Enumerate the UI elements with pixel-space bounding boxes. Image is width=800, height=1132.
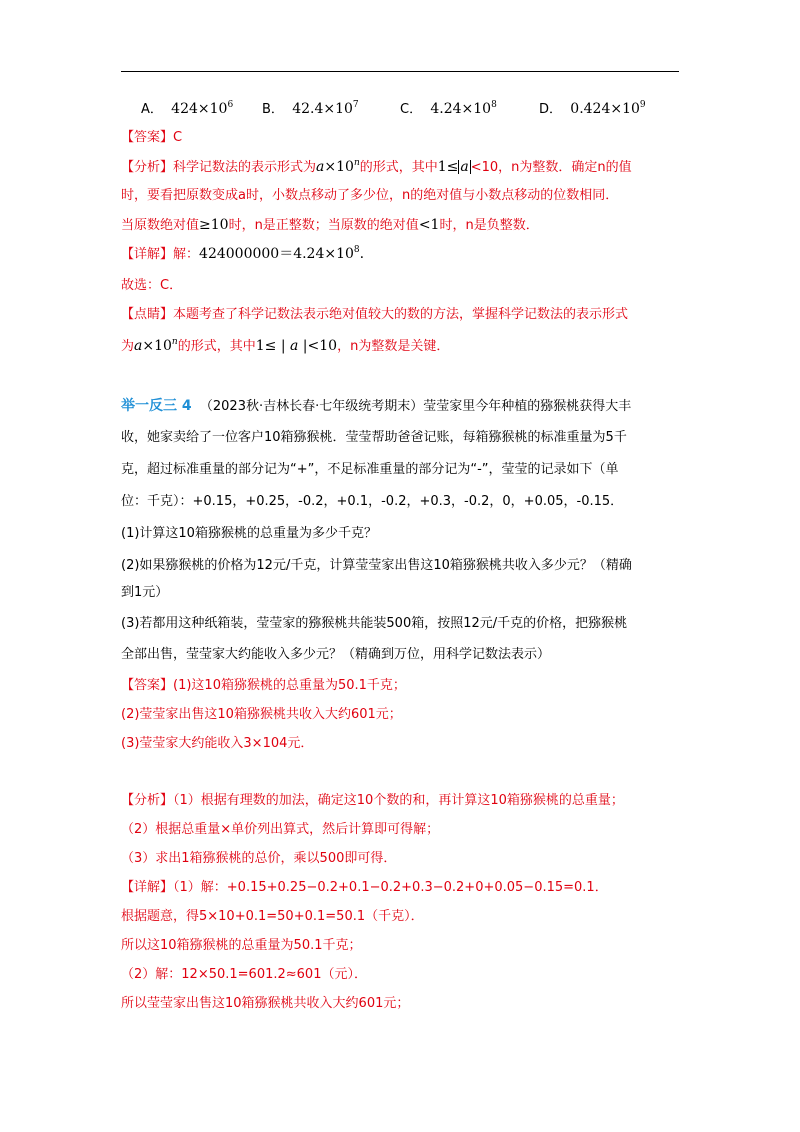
option-d: D． $0.424\times 10^9$ [539,100,646,117]
q2-intro-line-3: 克，超过标准重量的部分记为“+”，不足标准重量的部分记为“-”，莹莹的记录如下（单 [121,462,619,477]
q1-comment-line-1: 【点睛】本题考查了科学记数法表示绝对值较大的数的方法，掌握科学记数法的表示形式 [121,307,629,322]
q2-intro-line-1: 举一反三 4 （2023秋·吉林长春·七年级统考期末）莹莹家里今年种植的猕猴桃获得大丰 [121,398,632,414]
q1-analysis-line-1: 【分析】科学记数法的表示形式为$a\times 10^n$的形式，其中1≤ a <10，n为整数．确定n的值 [121,158,632,175]
header-rule [121,71,679,72]
q2-analysis-1: 【分析】（1）根据有理数的加法，确定这10个数的和，再计算这10箱猕猴桃的总重量； [121,793,624,808]
q2-analysis-3: （3）求出1箱猕猴桃的总价，乘以500即可得． [121,851,397,866]
option-a: A． $424\times 10^6$ [141,100,234,117]
q2-heading: 举一反三 4 [121,398,192,414]
q2-analysis-2: （2）根据总重量×单价列出算式，然后计算即可得解； [121,822,440,837]
q2-detail-2: 根据题意，得5×10+0.1=50+0.1=50.1（千克）． [121,909,424,924]
q2-sub-1: (1)计算这10箱猕猴桃的总重量为多少千克？ [121,526,377,541]
option-b: B． $42.4\times 10^7$ [262,100,359,117]
q2-sub-3-line-1: (3)若都用这种纸箱装，莹莹家的猕猴桃共能装500箱，按照12元/千克的价格，把猕猴桃 [121,616,628,631]
q2-sub-3-line-2: 全部出售，莹莹家大约能收入多少元？（精确到万位，用科学记数法表示） [121,647,551,662]
q2-answer-2: (2)莹莹家出售这10箱猕猴桃共收入大约601元； [121,707,402,722]
q2-detail-4: （2）解：12×50.1=601.2≈601（元）． [121,967,367,982]
q2-intro-line-4: 位：千克）：+0.15，+0.25，-0.2，+0.1，-0.2，+0.3，-0.2，0，+0.05，-0.15． [121,494,624,509]
q2-answer-1: 【答案】(1)这10箱猕猴桃的总重量为50.1千克； [121,678,406,693]
q1-answer: 【答案】C [121,130,183,145]
q2-answer-3: (3)莹莹家大约能收入3×104元． [121,736,314,751]
q1-choose: 故选：C． [121,278,183,293]
q2-detail-5: 所以莹莹家出售这10箱猕猴桃共收入大约601元； [121,996,410,1011]
q2-intro-line-2: 收，她家卖给了一位客户10箱猕猴桃．莹莹帮助爸爸记账，每箱猕猴桃的标准重量为5千 [121,430,627,445]
q2-detail-3: 所以这10箱猕猴桃的总重量为50.1千克； [121,938,362,953]
q2-sub-2-line-1: (2)如果猕猴桃的价格为12元/千克，计算莹莹家出售这10箱猕猴桃共收入多少元？（精确 [121,558,632,573]
q1-comment-line-2: 为$a\times 10^n$的形式，其中1≤ | a |<10，n为整数是关键． [121,337,450,354]
option-c: C． $4.24\times 10^8$ [400,100,497,117]
q1-analysis-line-3: 当原数绝对值≥10时，n是正整数；当原数的绝对值<1时，n是负整数． [121,217,539,233]
q1-analysis-line-2: 时，要看把原数变成a时，小数点移动了多少位，n的绝对值与小数点移动的位数相同． [121,188,619,203]
q1-detail: 【详解】解：$424000000=4.24\times 10^8$. [121,245,365,262]
q2-detail-1: 【详解】（1）解：+0.15+0.25−0.2+0.1−0.2+0.3−0.2+0+0.05−0.15=0.1． [121,880,608,895]
q2-sub-2-line-2: 到1元） [121,585,169,600]
